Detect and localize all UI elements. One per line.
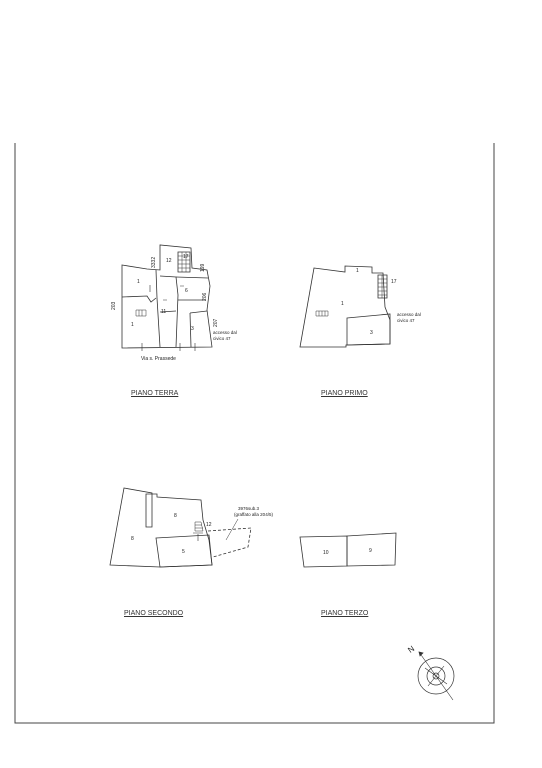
compass-north-needle	[419, 652, 423, 656]
title-piano-secondo: PIANO SECONDO	[124, 610, 184, 617]
terra-wall-4	[176, 277, 208, 278]
secondo-outline	[110, 488, 212, 567]
terra-room-1b: 1	[131, 322, 134, 328]
terzo-room-10-label: 10	[323, 550, 329, 556]
plan-piano-terzo	[300, 533, 396, 567]
primo-room-3	[347, 314, 390, 345]
compass-arrow	[419, 652, 453, 700]
terra-parcel-199: 199	[200, 263, 206, 272]
terra-wall-2	[156, 270, 160, 347]
terra-wall-1	[122, 296, 156, 302]
secondo-dashed-annex	[208, 528, 251, 557]
terra-street: Via s. Prassede	[141, 356, 176, 362]
secondo-leader	[226, 519, 238, 540]
terra-ticks	[142, 285, 195, 351]
secondo-note-2: (graffato alla 204/5)	[234, 512, 273, 517]
primo-room-17: 17	[391, 279, 397, 285]
compass-rose	[418, 652, 454, 700]
terra-labels	[111, 254, 237, 362]
primo-stair-treads	[378, 275, 387, 298]
primo-stair-frame	[378, 275, 387, 298]
terra-room-12: 12	[166, 258, 172, 264]
sheet-border	[15, 143, 494, 723]
plan-piano-primo	[300, 266, 390, 347]
secondo-room-12: 12	[206, 522, 212, 528]
terra-access-2: civico 47	[213, 336, 231, 341]
primo-access-2: civico 47	[397, 318, 415, 323]
secondo-room-8a: 8	[131, 536, 134, 542]
terra-stair-small	[136, 310, 146, 316]
primo-access-1: accesso dal	[397, 312, 421, 317]
terra-parcel-206: 206	[202, 292, 208, 301]
primo-room-3-label: 3	[370, 330, 373, 336]
title-piano-terzo: PIANO TERZO	[321, 610, 369, 617]
compass-north-label: N	[406, 644, 417, 655]
plan-piano-secondo	[110, 488, 251, 567]
terra-room-17: 17	[183, 254, 189, 260]
primo-room-1-top: 1	[356, 268, 359, 274]
terra-wall-6	[190, 311, 207, 313]
terra-parcel-3332: 3332	[151, 256, 157, 268]
title-piano-primo: PIANO PRIMO	[321, 390, 368, 397]
primo-outline	[300, 266, 390, 347]
terzo-room-9-label: 9	[369, 548, 372, 554]
title-piano-terra: PIANO TERRA	[131, 390, 179, 397]
secondo-stair	[195, 522, 203, 531]
terra-room-1a: 1	[137, 279, 140, 285]
primo-labels	[341, 268, 421, 336]
primo-room-1: 1	[341, 301, 344, 307]
terra-room-3: 3	[191, 326, 194, 332]
secondo-note-1: 3976sub.3	[238, 506, 260, 511]
terzo-labels	[323, 548, 372, 556]
secondo-room-5-label: 5	[182, 549, 185, 555]
terra-parcel-207: 207	[213, 318, 219, 327]
primo-stair-small	[316, 311, 328, 316]
terra-room-6: 6	[185, 288, 188, 294]
secondo-room-8b: 8	[174, 513, 177, 519]
terra-parcel-203: 203	[111, 301, 117, 310]
terra-room-11: 11	[161, 309, 167, 315]
secondo-ticks	[193, 533, 203, 541]
terra-access-1: accesso dal	[213, 330, 237, 335]
